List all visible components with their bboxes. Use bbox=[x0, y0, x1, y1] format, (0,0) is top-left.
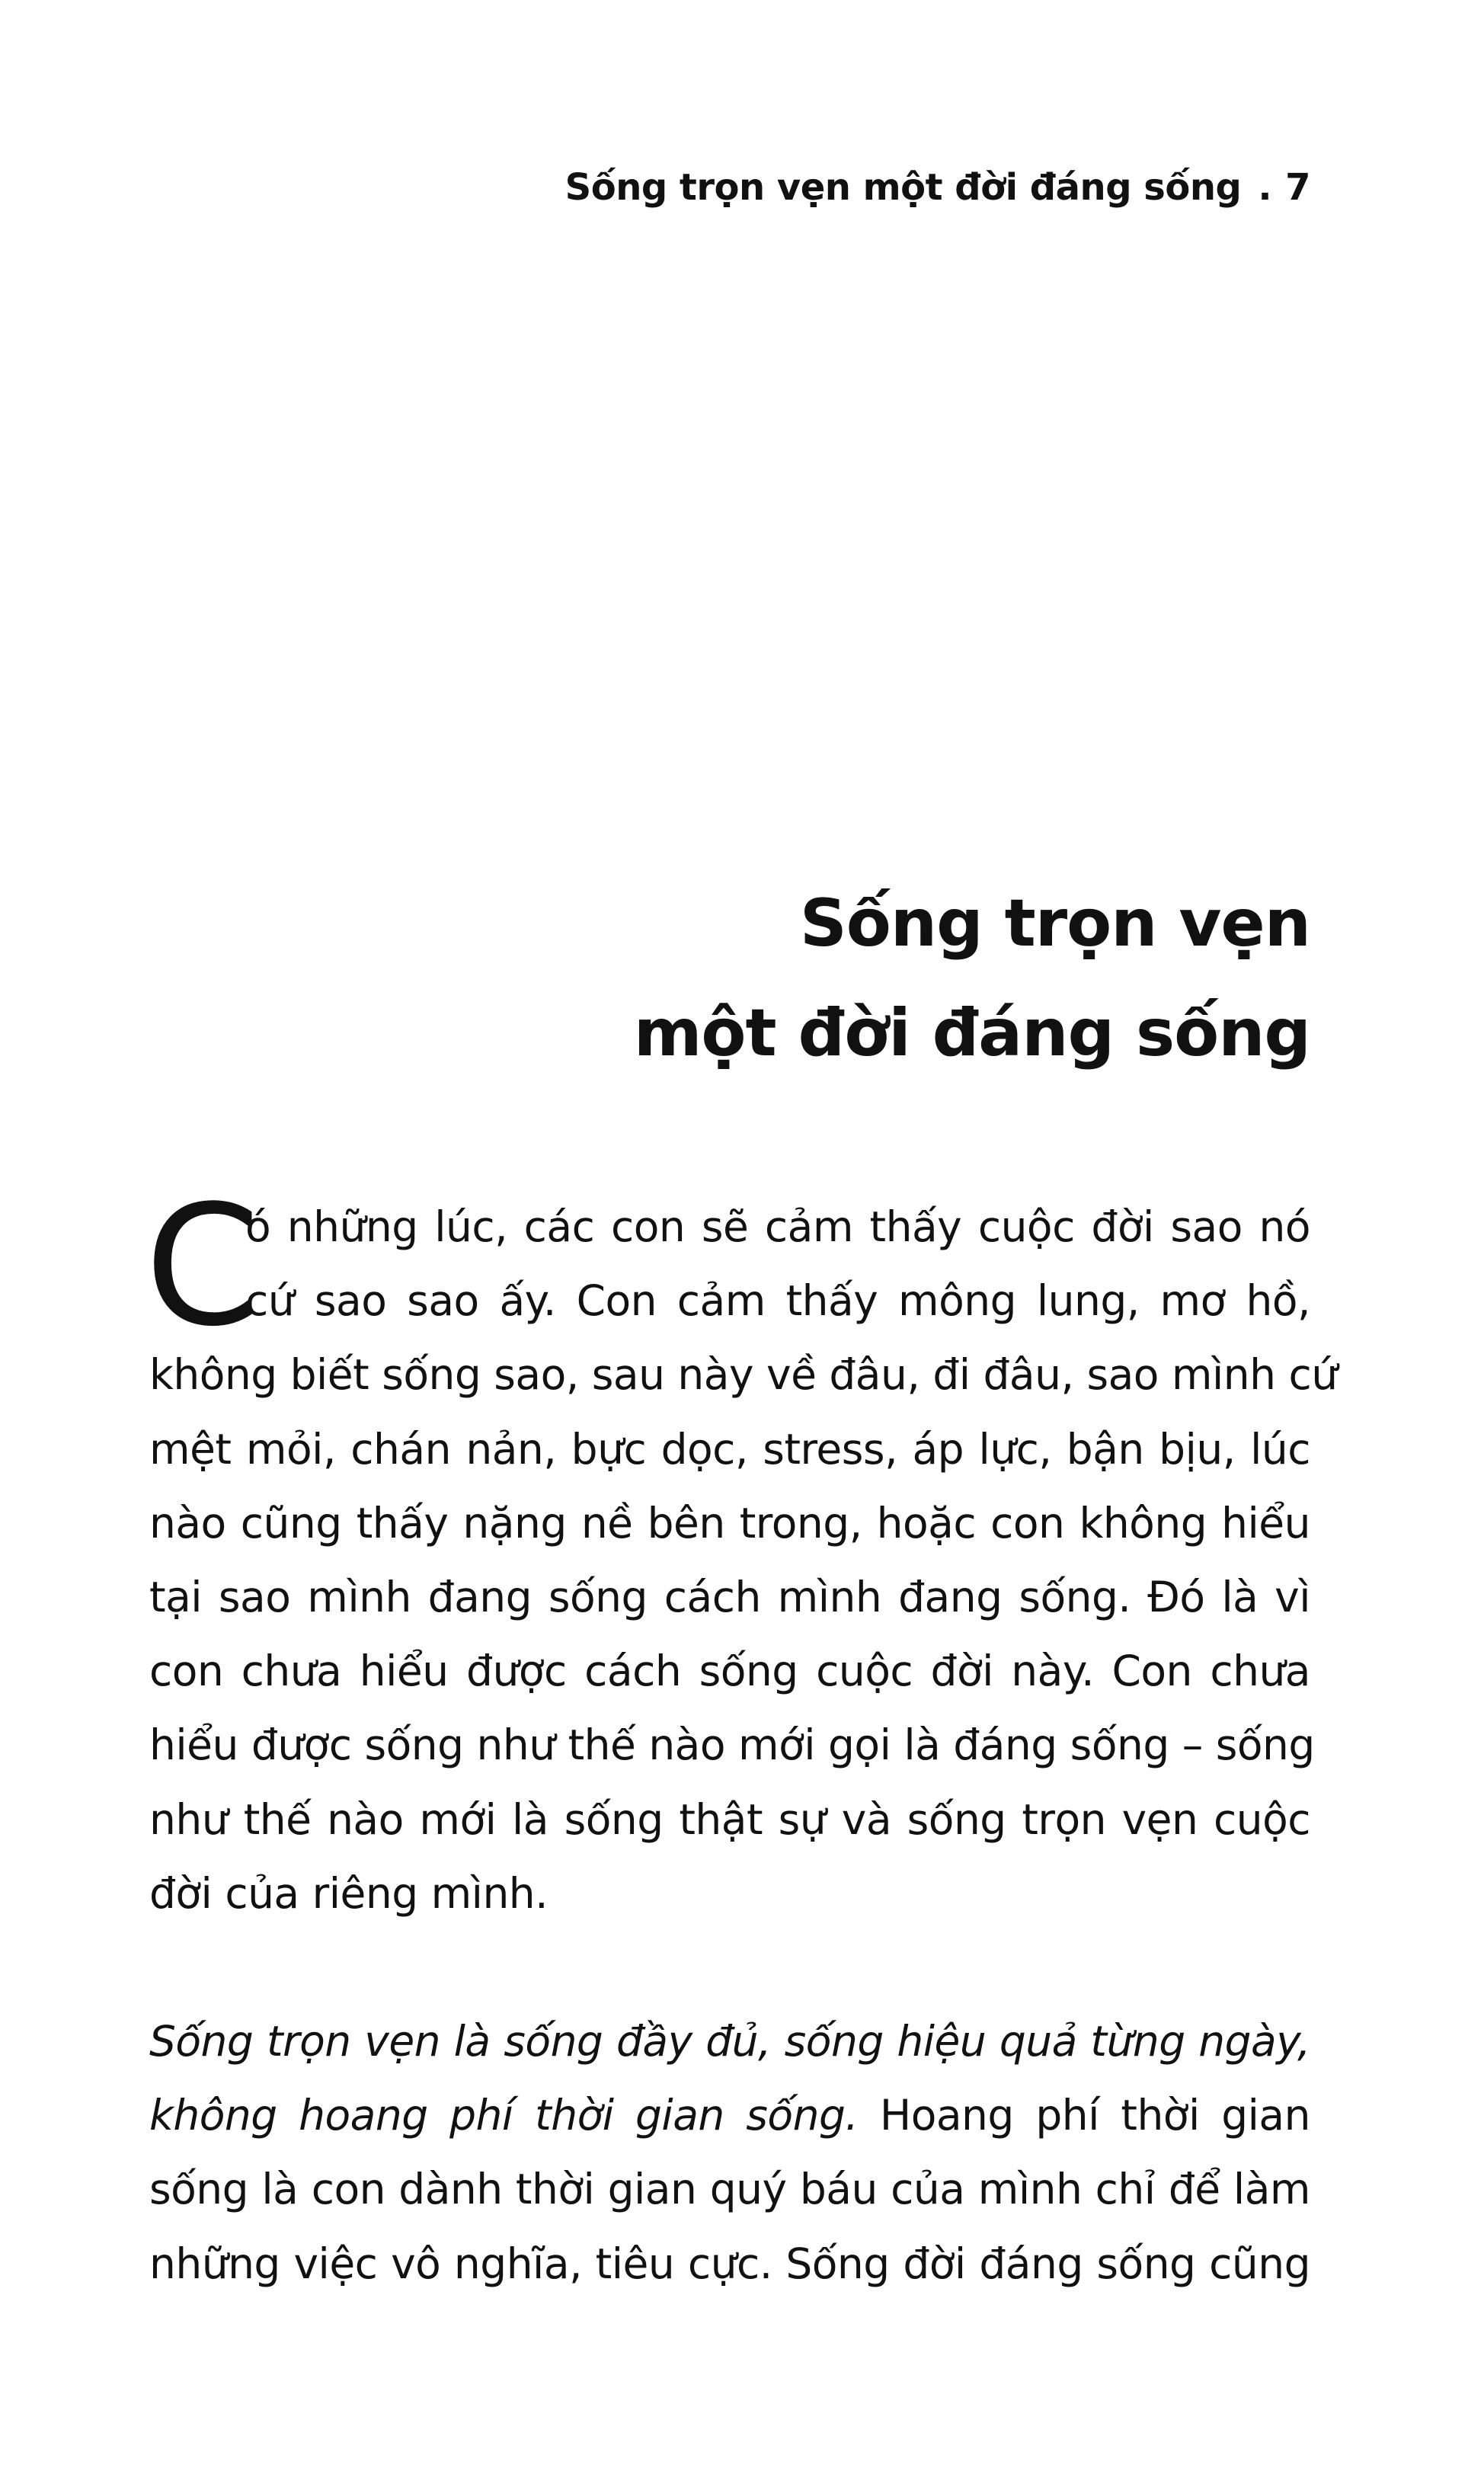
paragraph-line: đời của riêng mình. bbox=[149, 1868, 549, 1918]
paragraph-line: nào cũng thấy nặng nề bên trong, hoặc con không hiểu bbox=[149, 1498, 1310, 1548]
body-text bbox=[145, 1170, 1338, 2301]
paragraph-line bbox=[149, 2005, 1310, 2079]
regular-text: Hoang phí thời gian bbox=[858, 2091, 1310, 2140]
chapter-title bbox=[634, 869, 1310, 1088]
italic-text: không hoang phí thời gian sống. bbox=[149, 2091, 859, 2140]
drop-cap: C bbox=[145, 1170, 261, 1363]
paragraph-line: những việc vô nghĩa, tiêu cực. Sống đời đáng sống cũng bbox=[149, 2239, 1310, 2288]
paragraph-line: tại sao mình đang sống cách mình đang sống. Đó là vì bbox=[149, 1573, 1310, 1622]
paragraph-line: cứ sao sao ấy. Con cảm thấy mông lung, mơ hồ, bbox=[245, 1276, 1310, 1326]
paragraph-2 bbox=[149, 2005, 1310, 2301]
italic-text: Sống trọn vẹn là sống đầy đủ, sống hiệu quả từng ngày, bbox=[149, 2017, 1310, 2066]
header-separator: . bbox=[1258, 166, 1272, 209]
paragraph-line: con chưa hiểu được cách sống cuộc đời này. Con chưa bbox=[149, 1647, 1310, 1696]
page-number: 7 bbox=[1285, 166, 1310, 209]
paragraph-gap bbox=[149, 1931, 1310, 2005]
running-header bbox=[564, 166, 1310, 209]
paragraph-line: hiểu được sống như thế nào mới gọi là đáng sống – sống bbox=[149, 1720, 1315, 1770]
paragraph-line: sống là con dành thời gian quý báu của mình chỉ để làm bbox=[149, 2165, 1310, 2214]
chapter-title-line-2: một đời đáng sống bbox=[633, 995, 1310, 1071]
running-title: Sống trọn vẹn một đời đáng sống bbox=[564, 166, 1242, 209]
paragraph-line bbox=[149, 2079, 1310, 2153]
chapter-title-line-1: Sống trọn vẹn bbox=[799, 885, 1310, 962]
paragraph-line: như thế nào mới là sống thật sự và sống trọn vẹn cuộc bbox=[149, 1794, 1310, 1844]
paragraph-line: mệt mỏi, chán nản, bực dọc, stress, áp lực, bận bịu, lúc bbox=[149, 1424, 1310, 1474]
paragraph-1 bbox=[145, 1170, 1338, 1931]
paragraph-line: ó những lúc, các con sẽ cảm thấy cuộc đời sao nó bbox=[245, 1202, 1310, 1251]
paragraph-line: không biết sống sao, sau này về đâu, đi đâu, sao mình cứ bbox=[149, 1350, 1338, 1400]
